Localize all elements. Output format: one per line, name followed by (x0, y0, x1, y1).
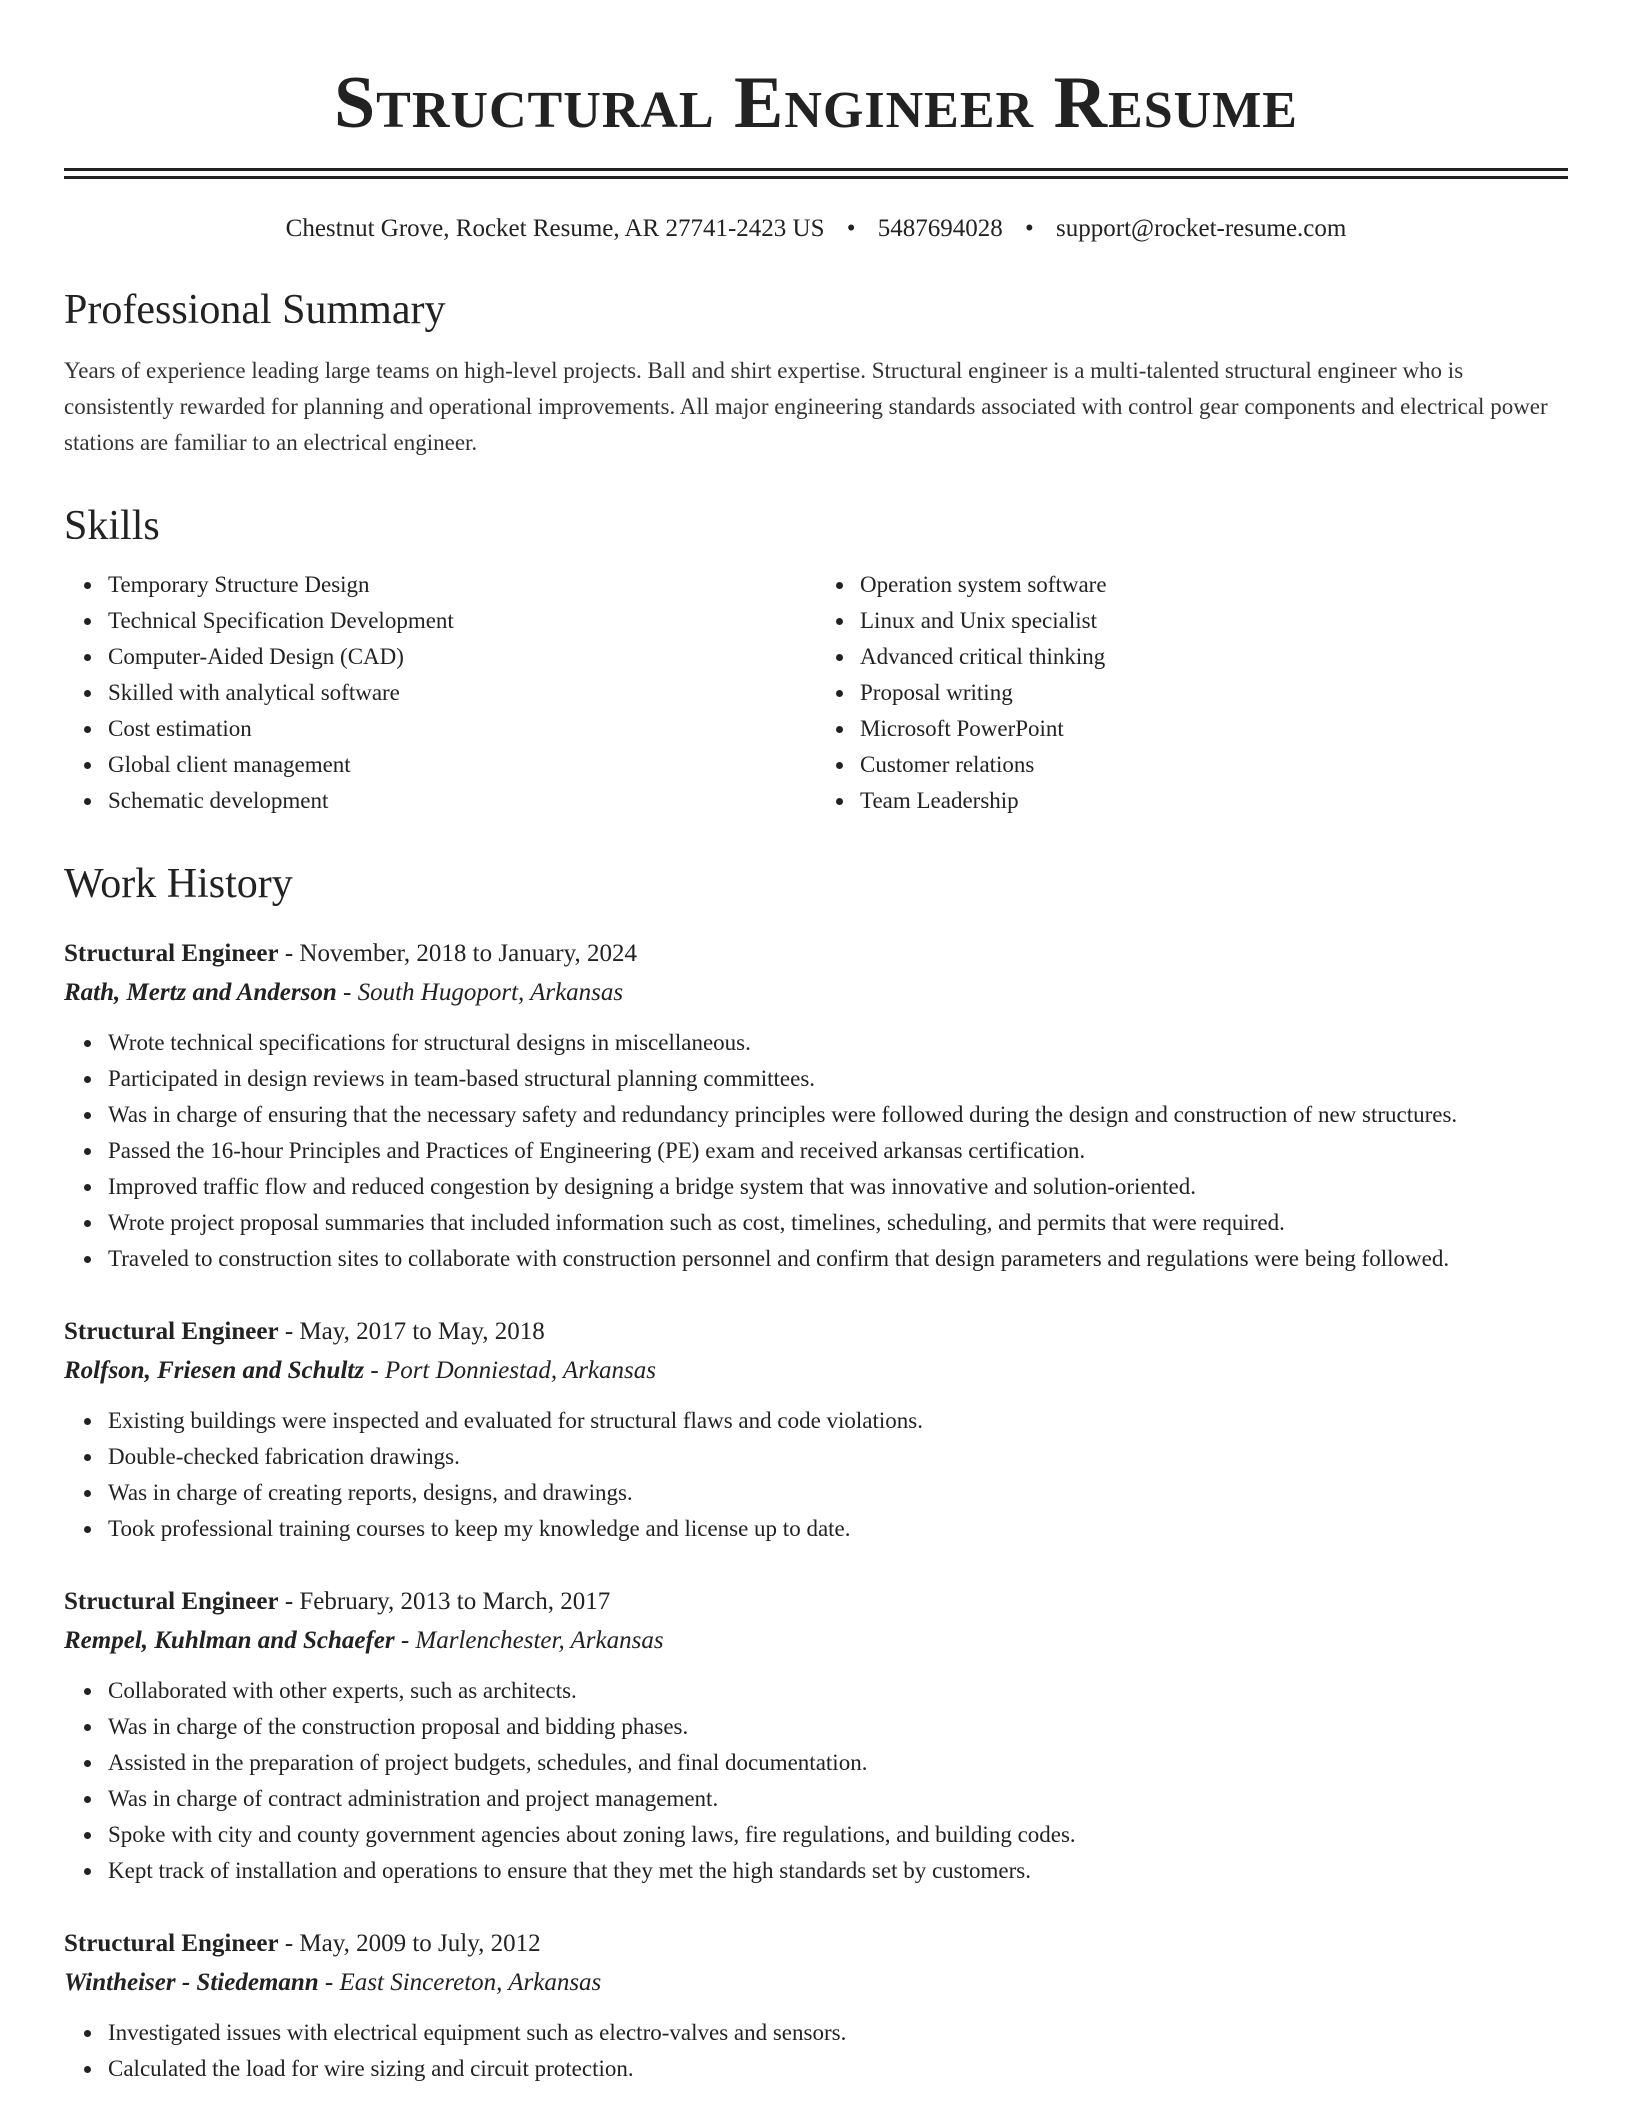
skill-item: Schematic development (108, 783, 816, 819)
job-title: Structural Engineer (64, 1318, 279, 1345)
job-entry (64, 1313, 1568, 1547)
job-duties-list (64, 2015, 1568, 2087)
job-dash: - (278, 1930, 300, 1957)
job-duty-item: Wrote technical specifications for structural designs in miscellaneous. (108, 1025, 1568, 1061)
skill-item: Skilled with analytical software (108, 675, 816, 711)
company-location: South Hugoport, Arkansas (357, 979, 624, 1006)
job-duty-item: Kept track of installation and operations to ensure that they met the high standards set by customers. (108, 1853, 1568, 1889)
job-entry (64, 935, 1568, 1277)
title-double-rule (64, 168, 1568, 179)
job-dash: - (394, 1627, 416, 1654)
job-duty-item: Took professional training courses to keep my knowledge and license up to date. (108, 1511, 1568, 1547)
job-employer (64, 973, 1568, 1013)
job-duty-item: Investigated issues with electrical equipment such as electro-valves and sensors. (108, 2015, 1568, 2051)
job-duty-item: Collaborated with other experts, such as architects. (108, 1673, 1568, 1709)
job-entry (64, 1925, 1568, 2087)
job-title: Structural Engineer (64, 940, 279, 967)
skill-item: Advanced critical thinking (860, 639, 1568, 675)
skill-item: Computer-Aided Design (CAD) (108, 639, 816, 675)
company-name: Rath, Mertz and Anderson (64, 979, 337, 1006)
job-dash: - (318, 1969, 340, 1996)
job-header (64, 935, 1568, 973)
skills-list (64, 567, 1568, 819)
skill-item: Technical Specification Development (108, 603, 816, 639)
job-duties-list (64, 1403, 1568, 1547)
skills-column-left (64, 567, 816, 819)
job-duties-list (64, 1673, 1568, 1889)
skills-column-right (816, 567, 1568, 819)
summary-text: Years of experience leading large teams on high-level projects. Ball and shirt expertise. Structural engineer is a multi-talented structural engineer who is consistently rewarded for planning and operational improvements. All major engineering standards associated with control gear components and electrical power stations are familiar to an electrical engineer. (64, 358, 1548, 455)
job-dash: - (364, 1357, 385, 1384)
contact-address: Chestnut Grove, Rocket Resume, AR 27741-2423 US (285, 215, 825, 242)
resume-title: Structural Engineer Resume (334, 62, 1298, 144)
contact-phone: 5487694028 (877, 215, 1003, 242)
job-duty-item: Participated in design reviews in team-based structural planning committees. (108, 1061, 1568, 1097)
company-name: Rolfson, Friesen and Schultz (64, 1357, 365, 1384)
job-title: Structural Engineer (64, 1588, 279, 1615)
skill-item: Proposal writing (860, 675, 1568, 711)
section-heading-work-history: Work History (64, 861, 293, 907)
job-duty-item: Assisted in the preparation of project budgets, schedules, and final documentation. (108, 1745, 1568, 1781)
skill-item: Temporary Structure Design (108, 567, 816, 603)
job-header (64, 1583, 1568, 1621)
job-dates: November, 2018 to January, 2024 (299, 940, 637, 967)
job-duty-item: Passed the 16-hour Principles and Practices of Engineering (PE) exam and received arkansas certification. (108, 1133, 1568, 1169)
skill-item: Linux and Unix specialist (860, 603, 1568, 639)
job-duty-item: Double-checked fabrication drawings. (108, 1439, 1568, 1475)
skill-item: Operation system software (860, 567, 1568, 603)
section-heading-skills: Skills (64, 503, 160, 549)
company-location: Marlenchester, Arkansas (415, 1627, 664, 1654)
skill-item: Cost estimation (108, 711, 816, 747)
company-location: East Sincereton, Arkansas (339, 1969, 602, 1996)
contact-separator: • (1025, 215, 1034, 242)
job-dash: - (278, 940, 300, 967)
job-duty-item: Was in charge of creating reports, designs, and drawings. (108, 1475, 1568, 1511)
job-header (64, 1925, 1568, 1963)
resume-page (64, 0, 1568, 2087)
job-duty-item: Existing buildings were inspected and evaluated for structural flaws and code violations. (108, 1403, 1568, 1439)
job-title: Structural Engineer (64, 1930, 279, 1957)
contact-email: support@rocket-resume.com (1056, 215, 1347, 242)
job-dates: February, 2013 to March, 2017 (299, 1588, 611, 1615)
job-dates: May, 2017 to May, 2018 (299, 1318, 545, 1345)
company-name: Wintheiser - Stiedemann (64, 1969, 319, 1996)
contact-line (64, 213, 1568, 245)
job-employer (64, 1351, 1568, 1391)
job-duty-item: Wrote project proposal summaries that included information such as cost, timelines, scheduling, and permits that were required. (108, 1205, 1568, 1241)
job-dash: - (336, 979, 358, 1006)
job-duty-item: Calculated the load for wire sizing and circuit protection. (108, 2051, 1568, 2087)
job-dash: - (278, 1588, 300, 1615)
company-name: Rempel, Kuhlman and Schaefer (64, 1627, 395, 1654)
job-employer (64, 1621, 1568, 1661)
contact-separator: • (846, 215, 856, 242)
job-duty-item: Spoke with city and county government agencies about zoning laws, fire regulations, and building codes. (108, 1817, 1568, 1853)
skill-item: Microsoft PowerPoint (860, 711, 1568, 747)
job-duty-item: Was in charge of the construction proposal and bidding phases. (108, 1709, 1568, 1745)
job-employer (64, 1963, 1568, 2003)
job-header (64, 1313, 1568, 1351)
job-duty-item: Improved traffic flow and reduced congestion by designing a bridge system that was innovative and solution-oriented. (108, 1169, 1568, 1205)
job-duty-item: Was in charge of ensuring that the necessary safety and redundancy principles were followed during the design and construction of new structures. (108, 1097, 1568, 1133)
skill-item: Global client management (108, 747, 816, 783)
job-duty-item: Was in charge of contract administration and project management. (108, 1781, 1568, 1817)
skill-item: Customer relations (860, 747, 1568, 783)
work-history-list (64, 935, 1568, 2087)
company-location: Port Donniestad, Arkansas (384, 1357, 656, 1384)
skill-item: Team Leadership (860, 783, 1568, 819)
job-duties-list (64, 1025, 1568, 1277)
job-dash: - (278, 1318, 300, 1345)
section-heading-summary: Professional Summary (64, 287, 446, 333)
job-entry (64, 1583, 1568, 1889)
job-duty-item: Traveled to construction sites to collaborate with construction personnel and confirm that design parameters and regulations were being followed. (108, 1241, 1568, 1277)
job-dates: May, 2009 to July, 2012 (299, 1930, 541, 1957)
